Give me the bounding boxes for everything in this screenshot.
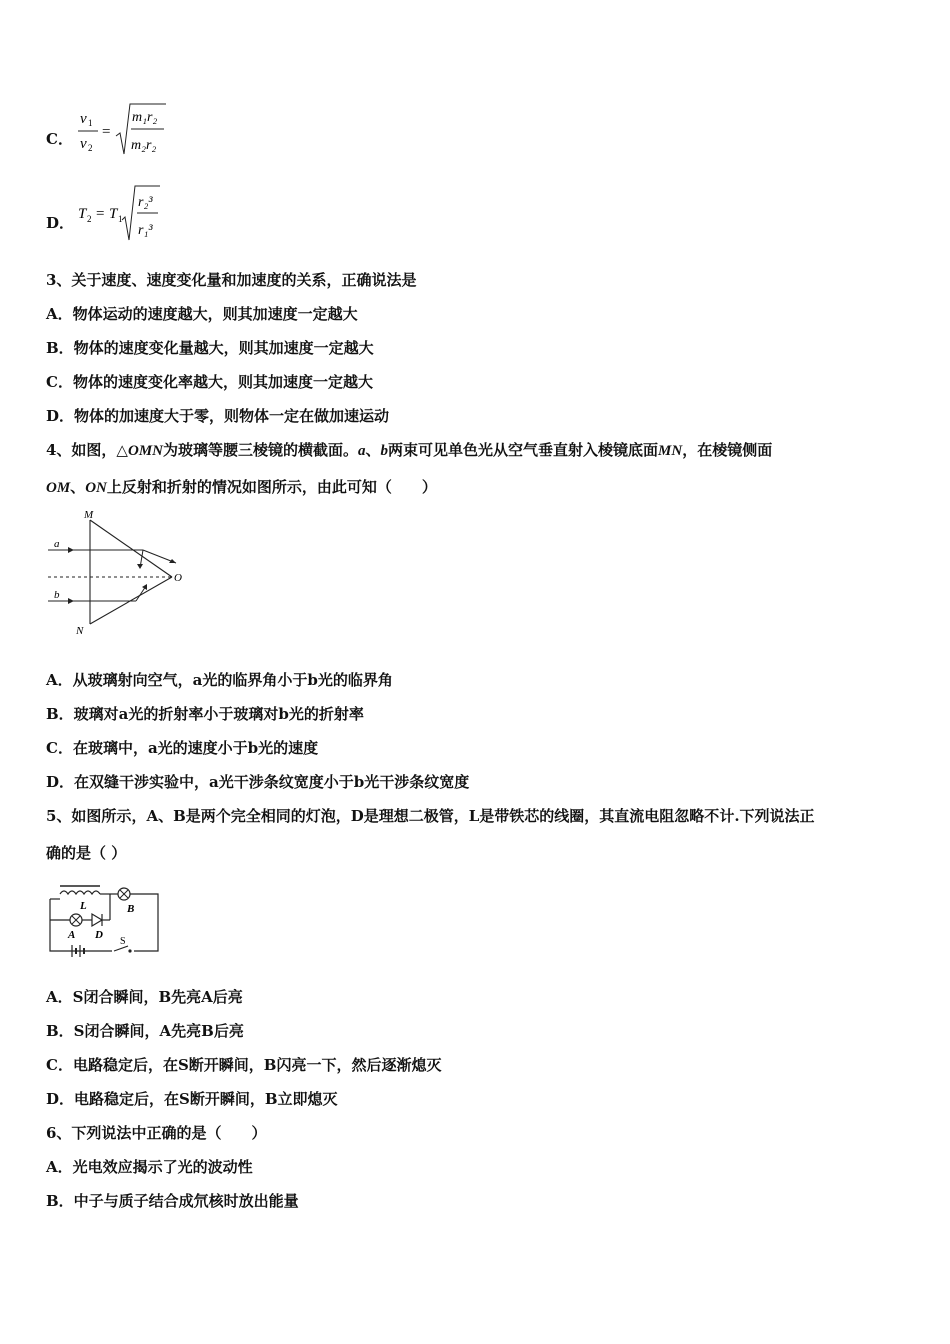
formula-d-t1: T [109, 206, 118, 222]
q5-option-d: D．电路稳定后，在S断开瞬间，B立即熄灭 [46, 1090, 338, 1108]
option-d-label: D． [46, 214, 75, 232]
formula-d-den: r₁³ [138, 223, 153, 238]
q5-option-b: B．S闭合瞬间，A先亮B后亮 [46, 1022, 244, 1040]
q4-option-d: D．在双缝干涉实验中，a光干涉条纹宽度小于b光干涉条纹宽度 [46, 773, 470, 791]
label-a: a [54, 538, 60, 550]
formula-c-num: m₁r₂ [132, 110, 158, 125]
label-L: L [80, 900, 87, 912]
formula-d-t1-sub: 1 [118, 214, 123, 224]
formula-d-t2: T [78, 206, 87, 222]
q3-stem: 3、关于速度、速度变化量和加速度的关系，正确说法是 [46, 271, 417, 289]
label-S: S [120, 936, 126, 947]
q3-option-d: D．物体的加速度大于零，则物体一定在做加速运动 [46, 407, 390, 425]
prism-figure [44, 506, 194, 636]
label-N: N [76, 625, 84, 636]
option-c-label: C． [46, 130, 73, 148]
q5-option-a: A．S闭合瞬间，B先亮A后亮 [46, 988, 243, 1006]
label-B: B [127, 903, 135, 915]
formula-c-v1-sub: 1 [88, 118, 93, 128]
formula-d-t2-sub: 2 [87, 214, 92, 224]
label-A: A [68, 929, 76, 941]
q4-option-b: B．玻璃对a光的折射率小于玻璃对b光的折射率 [46, 705, 364, 723]
q6-option-a: A．光电效应揭示了光的波动性 [46, 1158, 253, 1176]
circuit-figure [44, 878, 169, 963]
q6-option-b: B．中子与质子结合成氘核时放出能量 [46, 1192, 299, 1210]
q4-stem-line2: OM、ON上反射和折射的情况如图所示，由此可知（ ） [46, 478, 437, 496]
formula-c-svg [74, 100, 174, 162]
q4-option-c: C．在玻璃中，a光的速度小于b光的速度 [46, 739, 319, 757]
formula-c-v2: v [80, 136, 87, 152]
label-b: b [54, 589, 60, 601]
formula-d-num: r₂³ [138, 195, 153, 210]
label-O: O [174, 572, 182, 584]
q5-stem-line2: 确的是（ ） [46, 844, 127, 862]
svg-text:=: = [102, 124, 111, 140]
q4-stem-line1: 4、如图，△OMN为玻璃等腰三棱镜的横截面。a、b两束可见单色光从空气垂直射入棱镜底面MN，在棱镜侧面 [46, 441, 773, 459]
formula-c-v1: v [80, 111, 87, 127]
formula-c-v2-sub: 2 [88, 143, 93, 153]
q3-option-c: C．物体的速度变化率越大，则其加速度一定越大 [46, 373, 373, 391]
q3-option-a: A．物体运动的速度越大，则其加速度一定越大 [46, 305, 358, 323]
q4-option-a: A．从玻璃射向空气，a光的临界角小于b光的临界角 [46, 671, 393, 689]
label-M: M [84, 509, 94, 521]
q3-option-b: B．物体的速度变化量越大，则其加速度一定越大 [46, 339, 374, 357]
label-D: D [95, 929, 103, 941]
formula-c-den: m₂r₂ [131, 138, 157, 153]
q6-stem: 6、下列说法中正确的是（ ） [46, 1124, 267, 1142]
formula-d-svg [74, 182, 174, 246]
q5-option-c: C．电路稳定后，在S断开瞬间，B闪亮一下，然后逐渐熄灭 [46, 1056, 442, 1074]
q5-stem-line1: 5、如图所示，A、B是两个完全相同的灯泡，D是理想二极管，L是带铁芯的线圈，其直流电阻忽略不计.下列说法正 [46, 807, 815, 825]
svg-text:=: = [96, 206, 105, 222]
